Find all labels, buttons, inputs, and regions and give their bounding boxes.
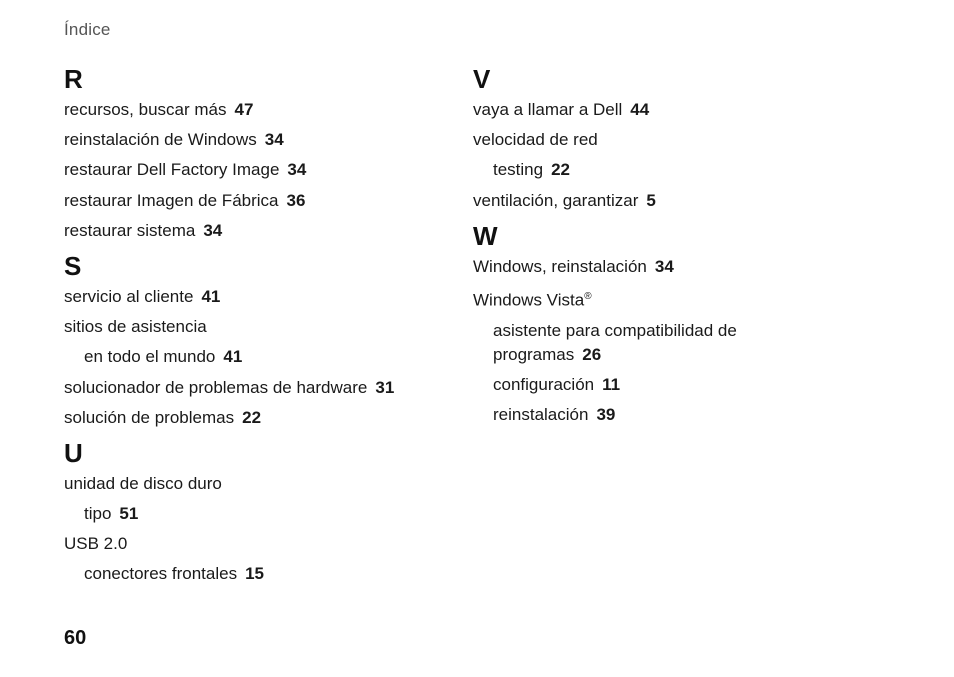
index-letter-u: U (64, 437, 83, 468)
index-column-right (473, 62, 893, 433)
entry-text: solución de problemas (64, 407, 235, 427)
index-entry (64, 532, 454, 556)
index-entry (473, 98, 893, 122)
entry-page: 47 (234, 100, 254, 119)
entry-text: vaya a llamar a Dell (473, 100, 623, 119)
index-column-left (64, 62, 454, 593)
index-subentry (64, 345, 454, 369)
entry-page: 22 (551, 160, 571, 180)
entry-text: Windows Vista (473, 290, 585, 310)
entry-text: sitios de asistencia (64, 317, 207, 337)
index-subentry (473, 373, 893, 397)
index-subentry (473, 319, 793, 367)
entry-text: reinstalación (493, 405, 589, 425)
entry-text: ventilación, garantizar (473, 190, 639, 210)
index-entry (64, 315, 454, 339)
entry-page: 15 (245, 564, 265, 584)
index-entry (64, 98, 454, 122)
entry-text: restaurar sistema (64, 220, 196, 240)
index-entry (64, 189, 454, 213)
index-entry (64, 376, 454, 400)
index-letter-r: R (64, 64, 83, 94)
entry-page: 22 (242, 407, 262, 427)
index-subentry (64, 502, 454, 526)
index-subentry (473, 158, 893, 182)
index-entry (473, 285, 893, 313)
entry-page: 11 (602, 374, 621, 394)
entry-text: unidad de disco duro (64, 473, 222, 493)
index-entry (64, 406, 454, 430)
entry-page: 26 (582, 344, 602, 364)
entry-text: asistente para compatibilidad de programas (493, 320, 737, 364)
entry-page: 34 (654, 256, 674, 276)
index-entry (64, 219, 454, 243)
entry-text: testing (493, 160, 544, 180)
entry-text: en todo el mundo (84, 347, 216, 367)
entry-text: configuración (493, 374, 595, 394)
index-entry (64, 128, 454, 152)
index-entry (64, 158, 454, 182)
index-letter-v: V (473, 64, 491, 94)
page-number: 60 (64, 627, 87, 649)
entry-page: 41 (201, 286, 221, 306)
entry-page: 31 (375, 377, 395, 397)
entry-text: servicio al cliente (64, 286, 194, 306)
index-entry (473, 189, 893, 213)
entry-text: restaurar Imagen de Fábrica (64, 190, 279, 210)
entry-text: Windows, reinstalación (473, 256, 647, 276)
entry-text: solucionador de problemas de hardware (64, 377, 368, 397)
entry-text: tipo (84, 504, 112, 524)
entry-page: 41 (223, 347, 243, 367)
index-subentry (473, 403, 893, 427)
index-letter-s: S (64, 250, 82, 281)
entry-page: 39 (596, 405, 616, 425)
entry-page: 51 (119, 504, 139, 524)
index-letter-w: W (473, 220, 498, 251)
page-header: Índice (64, 20, 111, 39)
index-entry (473, 128, 893, 152)
entry-text: USB 2.0 (64, 534, 128, 554)
entry-text: restaurar Dell Factory Image (64, 160, 280, 180)
index-subentry (64, 562, 454, 586)
entry-text: reinstalación de Windows (64, 130, 257, 150)
entry-text: recursos, buscar más (64, 100, 227, 119)
entry-text: conectores frontales (84, 564, 238, 584)
entry-page: 36 (286, 190, 306, 210)
entry-page: 34 (203, 220, 223, 240)
entry-page: 5 (646, 190, 656, 210)
index-entry (473, 255, 893, 279)
entry-page: 34 (264, 130, 284, 150)
index-entry (64, 285, 454, 309)
index-entry (64, 472, 454, 496)
entry-page: 44 (630, 100, 650, 119)
entry-page: 34 (287, 160, 307, 180)
registered-mark: ® (584, 290, 592, 302)
entry-text: velocidad de red (473, 130, 598, 150)
